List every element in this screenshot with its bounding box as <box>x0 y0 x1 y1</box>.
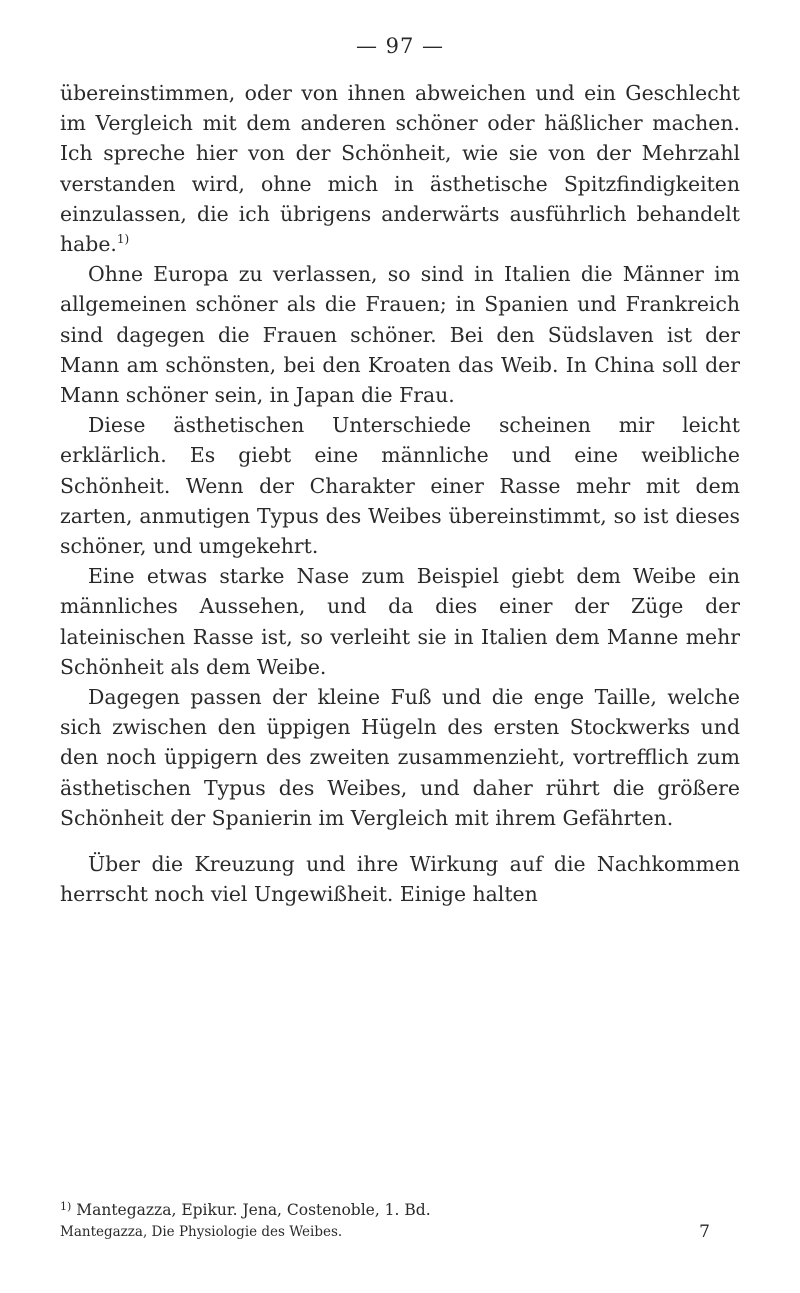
footnote-reference: 1) <box>116 232 130 247</box>
body-text <box>60 78 740 909</box>
paragraph-4: Eine etwas starke Nase zum Beispiel giebt dem Weibe ein männliches Aussehen, und da dies einer der Züge der lateinischen Rasse ist, so verleiht sie in Italien dem Manne mehr Schönheit als dem Weibe. <box>60 564 740 679</box>
paragraph-2: Ohne Europa zu verlassen, so sind in Italien die Männer im allgemeinen schöner als die Frauen; in Spanien und Frankreich sind dagegen die Frauen schöner. Bei den Südslaven ist der Mann am schönsten, bei den Kroaten das Weib. In China soll der Mann schöner sein, in Japan die Frau. <box>60 262 740 408</box>
footnote <box>60 1196 740 1221</box>
paragraph-3: Diese ästhetischen Unterschiede scheinen mir leicht erklärlich. Es giebt eine männliche und eine weibliche Schönheit. Wenn der Charakter einer Rasse mehr mit dem zarten, anmutigen Typus des Weibes übereinstimmt, so ist dieses schöner, und umgekehrt. <box>60 413 740 559</box>
footnote-text: Mantegazza, Epikur. Jena, Costenoble, 1. Bd. <box>76 1201 431 1219</box>
page-number: — 97 — <box>355 34 445 58</box>
signature-line <box>60 1222 740 1242</box>
footnote-mark: 1) <box>60 1200 72 1213</box>
signature-number: 7 <box>699 1222 710 1242</box>
book-page <box>60 0 740 1293</box>
paragraph-6: Über die Kreuzung und ihre Wirkung auf die Nachkommen herrscht noch viel Ungewißheit. Einige halten <box>60 852 740 907</box>
paragraph-1-text: übereinstimmen, oder von ihnen abweichen und ein Geschlecht im Vergleich mit dem anderen schöner oder häßlicher machen. Ich spreche hier von der Schönheit, wie sie von der Mehrzahl verstanden wird, ohne mich in ästhetische Spitzfindigkeiten einzulassen, die ich übrigens anderwärts ausführlich behandelt habe. <box>60 81 740 257</box>
paragraph-1 <box>60 78 740 259</box>
paragraph-5: Dagegen passen der kleine Fuß und die enge Taille, welche sich zwischen den üppigen Hügeln des ersten Stockwerks und den noch üppigern des zweiten zusammenzieht, vortrefflich zum ästhetischen Typus des Weibes, und daher rührt die größere Schönheit der Spanierin im Vergleich mit ihrem Gefährten. <box>60 685 740 830</box>
signature-text: Mantegazza, Die Physiologie des Weibes. <box>60 1224 343 1240</box>
